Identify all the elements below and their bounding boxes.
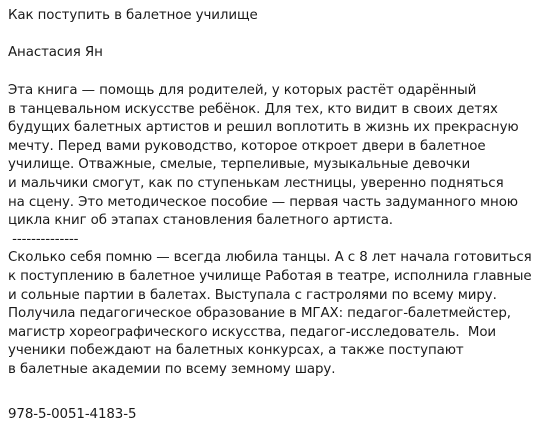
book-isbn: 978-5-0051-4183-5 — [8, 407, 137, 422]
description-line: цикла книг об этапах становления балетного артиста. — [8, 213, 393, 229]
author-bio-line: ученики побеждают на балетных конкурсах, а также поступают — [8, 343, 464, 359]
book-title: Как поступить в балетное училище — [8, 8, 258, 23]
book-author: Анастасия Ян — [8, 45, 103, 60]
author-bio-line: Сколько себя помню — всегда любила танцы. А с 8 лет начала готовиться — [8, 250, 532, 266]
description-line: и мальчики смогут, как по ступенькам лестницы, уверенно подняться — [8, 175, 504, 191]
description-line: на сцену. Это методическое пособие — первая часть задуманного мною — [8, 194, 518, 210]
section-divider: -------------- — [8, 231, 79, 247]
description-line: будущих балетных артистов и решил воплотить в жизнь их прекрасную — [8, 120, 519, 136]
book-description — [8, 82, 532, 380]
description-line: Эта книга — помощь для родителей, у которых растёт одарённый — [8, 83, 477, 98]
author-bio-line: Получила педагогическое образование в МГАХ: педагог-балетмейстер, — [8, 306, 511, 322]
author-bio-line: к поступлению в балетное училище Работая в театре, исполнила главные — [8, 268, 532, 284]
description-line: в танцевальном искусстве ребёнок. Для тех, кто видит в своих детях — [8, 101, 498, 117]
description-line: училище. Отважные, смелые, терпеливые, музыкальные девочки — [8, 157, 471, 173]
description-line: мечту. Перед вами руководство, которое откроет двери в балетное — [8, 138, 486, 154]
author-bio-line: в балетные академии по всему земному шару. — [8, 361, 336, 377]
author-bio-line: магистр хореографического искусства, педагог-исследователь. Мои — [8, 324, 497, 340]
author-bio-line: и сольные партии в балетах. Выступала с гастролями по всему миру. — [8, 287, 497, 303]
